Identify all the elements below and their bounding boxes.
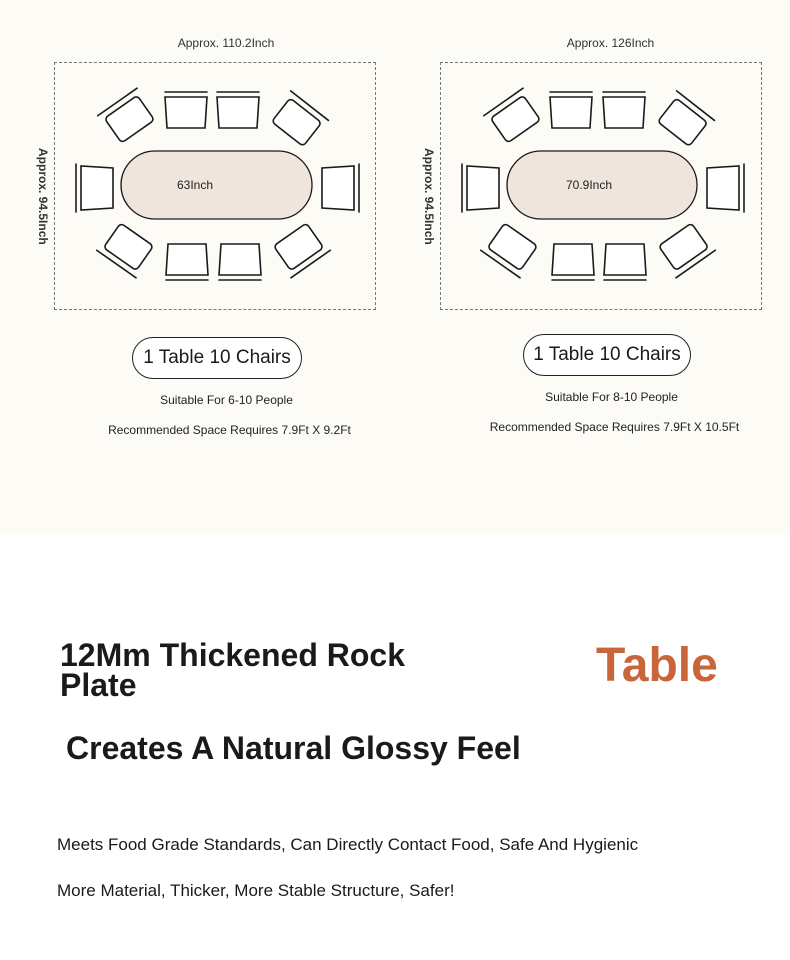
oval-table — [121, 151, 312, 219]
recommended-space-text: Recommended Space Requires 7.9Ft X 9.2Ft — [108, 423, 351, 437]
chair-top-3 — [217, 92, 259, 128]
chair-top-4 — [654, 91, 714, 149]
height-label: Approx. 94.5Inch — [36, 148, 50, 245]
chair-top-2 — [165, 92, 207, 128]
feature-food-grade: Meets Food Grade Standards, Can Directly Contact Food, Safe And Hygienic — [57, 835, 639, 854]
table-size-label: 70.9Inch — [565, 178, 613, 192]
chair-right-end — [707, 164, 744, 212]
suitable-text: Suitable For 8-10 People — [545, 390, 678, 404]
chair-bottom-4 — [655, 221, 715, 278]
width-label: Approx. 126Inch — [566, 36, 655, 50]
chair-bottom-1 — [481, 221, 541, 278]
chair-top-1 — [98, 88, 158, 145]
chair-left-end — [76, 164, 113, 212]
height-label: Approx. 94.5Inch — [422, 148, 436, 245]
chair-top-1 — [484, 88, 544, 145]
headline-line-2: Creates A Natural Glossy Feel — [66, 730, 521, 766]
chair-top-3 — [603, 92, 645, 128]
suitable-text: Suitable For 6-10 People — [160, 393, 293, 407]
headline-line-1: 12Mm Thickened Rock Plate — [60, 637, 405, 703]
seating-plan — [0, 0, 395, 330]
layout-70-9-inch — [395, 0, 790, 535]
chair-bottom-3 — [219, 244, 261, 280]
chair-left-end — [462, 164, 499, 212]
set-label: 1 Table 10 Chairs — [523, 334, 691, 376]
chair-right-end — [322, 164, 359, 212]
width-label: Approx. 110.2Inch — [177, 36, 275, 50]
chair-bottom-1 — [97, 221, 157, 278]
headline-accent-word: Table — [596, 639, 718, 692]
chair-bottom-2 — [552, 244, 594, 280]
chair-bottom-2 — [166, 244, 208, 280]
seating-plan — [395, 0, 790, 330]
feature-stable-structure: More Material, Thicker, More Stable Structure, Safer! — [57, 881, 455, 900]
chair-top-2 — [550, 92, 592, 128]
chair-top-4 — [268, 91, 328, 149]
chair-bottom-3 — [604, 244, 646, 280]
table-size-label: 63Inch — [176, 178, 214, 192]
set-label: 1 Table 10 Chairs — [132, 337, 302, 379]
recommended-space-text: Recommended Space Requires 7.9Ft X 10.5Ft — [489, 420, 740, 434]
chair-bottom-4 — [270, 221, 330, 278]
layout-63-inch — [0, 0, 395, 535]
